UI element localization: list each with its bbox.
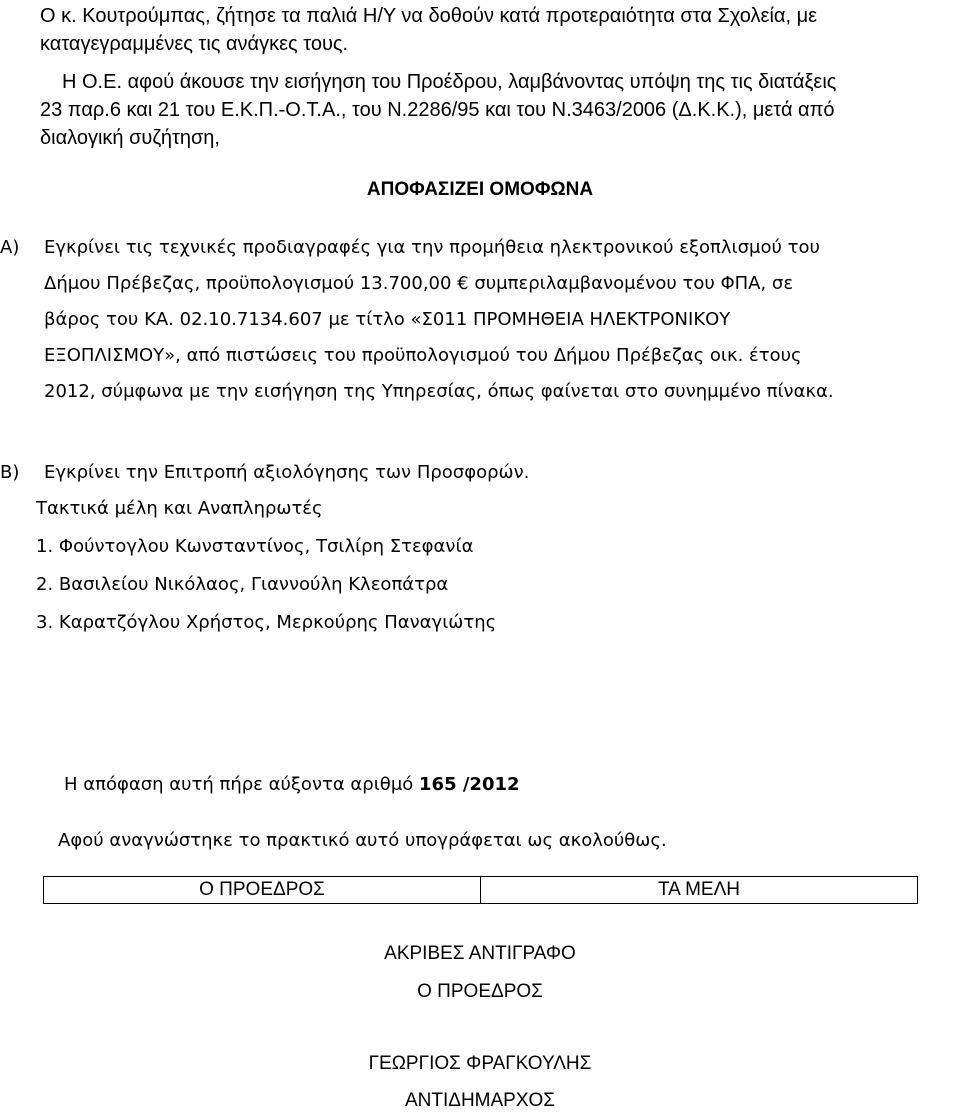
signature-president: Ο ΠΡΟΕΔΡΟΣ	[44, 877, 481, 903]
certified-signatory-name: ΓΕΩΡΓΙΟΣ ΦΡΑΓΚΟΥΛΗΣ	[368, 1053, 592, 1074]
members-heading: Τακτικά μέλη και Αναπληρωτές	[36, 498, 323, 519]
section-b-line-1: Εγκρίνει την Επιτροπή αξιολόγησης των Προσφορών.	[44, 462, 530, 483]
signing-note: Αφού αναγνώστηκε το πρακτικό αυτό υπογράφεται ως ακολούθως.	[58, 830, 667, 851]
certified-president-label: Ο ΠΡΟΕΔΡΟΣ	[417, 981, 543, 1002]
section-a-line-1: Εγκρίνει τις τεχνικές προδιαγραφές για την προμήθεια ηλεκτρονικού εξοπλισμού του	[44, 237, 820, 258]
decision-number-prefix: Η απόφαση αυτή πήρε αύξοντα αριθμό	[64, 774, 420, 795]
considering-line-3: διαλογική συζήτηση,	[40, 127, 220, 149]
section-a-line-3: βάρος του ΚΑ. 02.10.7134.607 με τίτλο «Σ011 ΠΡΟΜΗΘΕΙΑ ΗΛΕΚΤΡΟΝΙΚΟΥ	[44, 309, 731, 330]
section-a-marker: Α)	[0, 237, 20, 258]
considering-line-1: Η Ο.Ε. αφού άκουσε την εισήγηση του Προέδρου, λαμβάνοντας υπόψη της τις διατάξεις	[62, 71, 837, 93]
considering-line-2: 23 παρ.6 και 21 του Ε.Κ.Π.-Ο.Τ.Α., του Ν.2286/95 και του Ν.3463/2006 (Δ.Κ.Κ.), μετά από	[40, 99, 835, 121]
section-a-line-5: 2012, σύμφωνα με την εισήγηση της Υπηρεσίας, όπως φαίνεται στο συνημμένο πίνακα.	[44, 381, 834, 402]
section-a-line-2: Δήμου Πρέβεζας, προϋπολογισμού 13.700,00 € συμπεριλαμβανομένου του ΦΠΑ, σε	[44, 273, 794, 294]
signature-table	[43, 876, 918, 904]
section-a-line-4: ΕΞΟΠΛΙΣΜΟΥ», από πιστώσεις του προϋπολογισμού του Δήμου Πρέβεζας οικ. έτους	[44, 345, 802, 366]
decision-heading: ΑΠΟΦΑΣΙΖΕΙ ΟΜΟΦΩΝΑ	[366, 179, 594, 200]
member-line-3: 3. Καρατζόγλου Χρήστος, Μερκούρης Παναγιώτης	[36, 612, 497, 633]
intro-line-2: καταγεγραμμένες τις ανάγκες τους.	[40, 33, 349, 55]
section-b-marker: Β)	[0, 462, 20, 483]
member-line-1: 1. Φούντογλου Κωνσταντίνος, Τσιλίρη Στεφανία	[36, 536, 474, 557]
signature-members: ΤΑ ΜΕΛΗ	[657, 879, 740, 900]
certified-copy-label: ΑΚΡΙΒΕΣ ΑΝΤΙΓΡΑΦΟ	[384, 943, 576, 964]
certified-signatory-title: ΑΝΤΙΔΗΜΑΡΧΟΣ	[404, 1090, 556, 1111]
decision-number-value: 165 /2012	[419, 774, 520, 795]
decision-number-line	[64, 773, 520, 797]
member-line-2: 2. Βασιλείου Νικόλαος, Γιαννούλη Κλεοπάτρα	[36, 574, 449, 595]
intro-line-1: Ο κ. Κουτρούμπας, ζήτησε τα παλιά Η/Υ να δοθούν κατά προτεραιότητα στα Σχολεία, με	[40, 5, 818, 27]
